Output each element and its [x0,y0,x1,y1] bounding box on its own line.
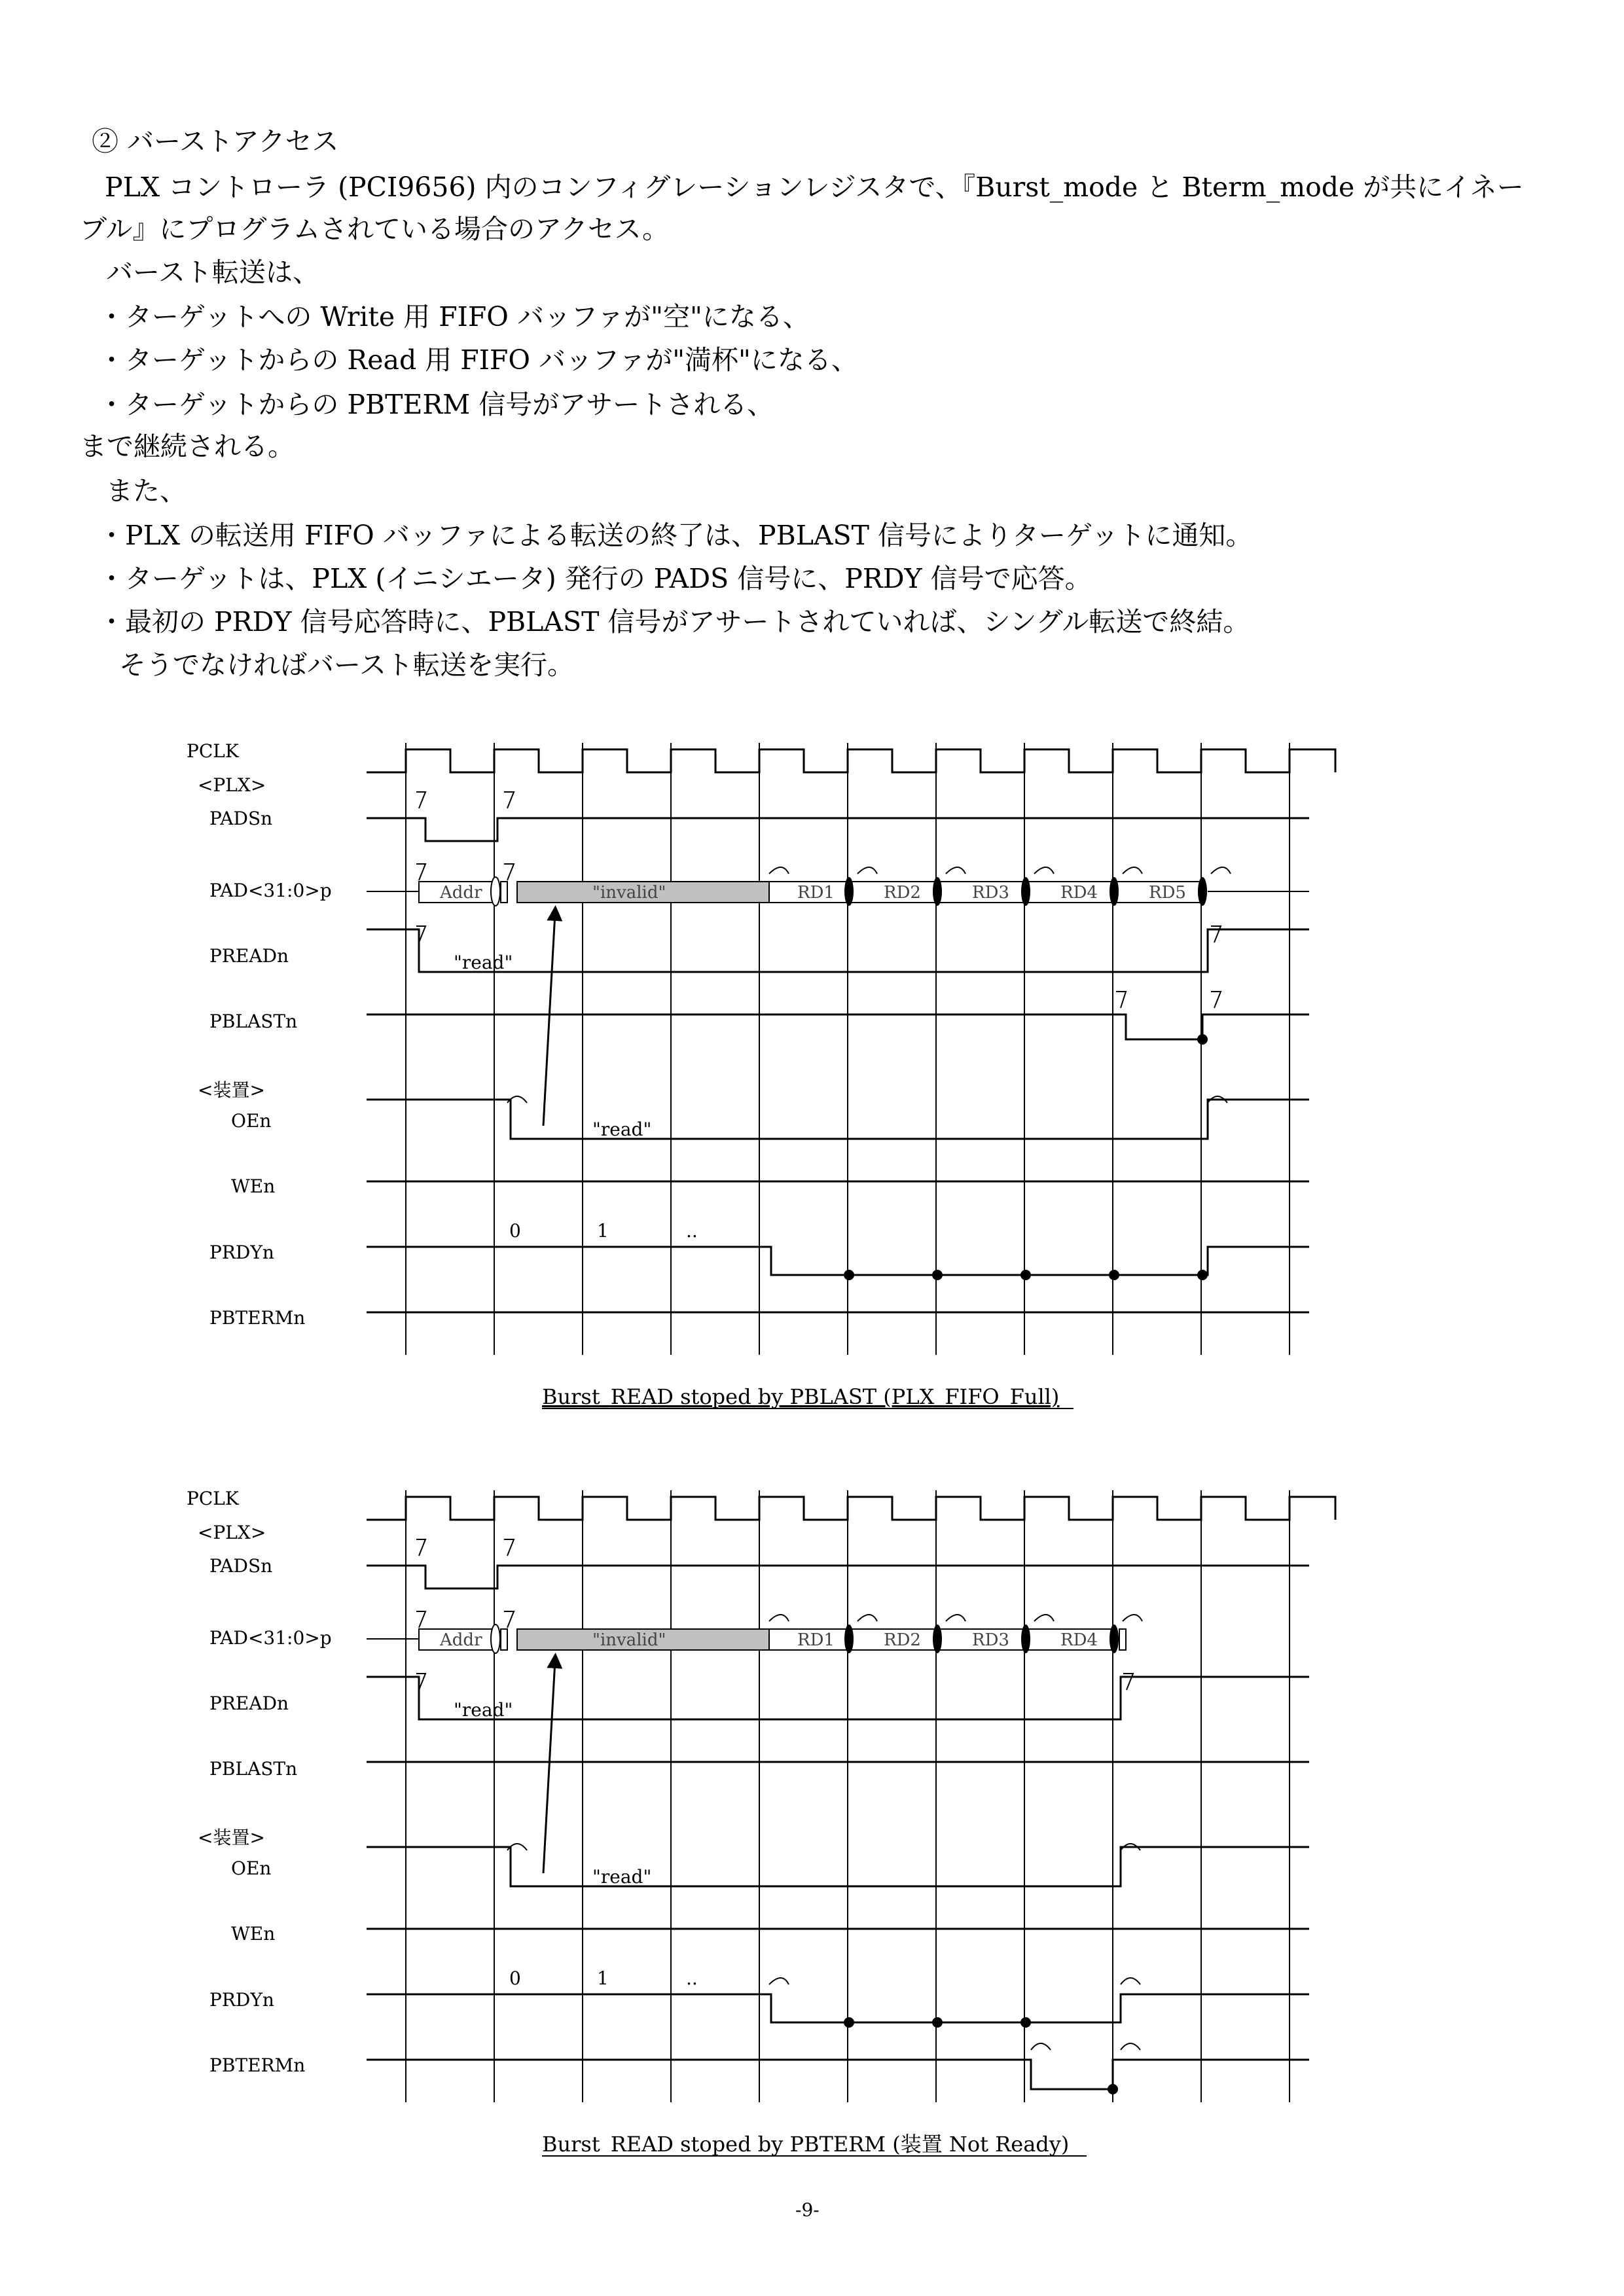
clock-grid [406,743,1290,1355]
intro-line-1: PLX コントローラ (PCI9656) 内のコンフィグレーションレジスタで、『Burst_mode と Bterm_mode が共にイネー [105,171,1524,203]
counter-1: 1 [597,1967,609,1989]
signal-label-prdy: PRDYn [209,1989,274,2011]
bus-rd1: RD1 [797,883,835,903]
condition-2: ・ターゲットからの Read 用 FIFO バッファが"満杯"になる、 [98,344,858,376]
signal-label-we: WEn [231,1175,276,1197]
oe-waveform [367,1100,1309,1139]
bus-invalid: "invalid" [592,883,666,903]
bus-rd5: RD5 [1149,883,1186,903]
pread-read-label: "read" [454,1699,513,1721]
pads-waveform [367,818,1309,841]
condition-1: ・ターゲットへの Write 用 FIFO バッファが"空"になる、 [98,301,810,332]
counter-2: .. [686,1967,698,1989]
pblast-waveform [367,1014,1309,1039]
signal-group-device: <装置> [198,1827,265,1848]
signal-label-pblast: PBLASTn [209,1758,298,1780]
signal-label-pread: PREADn [209,945,289,967]
prdy-waveform [367,1994,1309,2022]
signal-label-pad: PAD<31:0>p [209,1627,332,1649]
counter-0: 0 [509,1220,521,1242]
condition-3: ・ターゲットからの PBTERM 信号がアサートされる、 [98,389,774,420]
pad-bus [367,1611,1142,1653]
signal-label-pblast: PBLASTn [209,1011,298,1032]
intro-line-2: ブル』にプログラムされている場合のアクセス。 [80,213,669,245]
also-text: また、 [106,475,187,507]
bus-rd2: RD2 [884,1630,921,1650]
bus-rd4: RD4 [1060,883,1098,903]
signal-label-oe: OEn [231,1857,272,1879]
burst-intro: バースト転送は、 [106,257,319,288]
signal-label-pads: PADSn [209,1555,273,1577]
signal-label-pad: PAD<31:0>p [209,880,332,901]
note-3: ・最初の PRDY 信号応答時に、PBLAST 信号がアサートされていれば、シングル転送で終結。 [98,606,1250,637]
diagram-caption-1: Burst_READ stoped by PBLAST (PLX_FIFO_Full) [542,1384,1060,1409]
signal-label-oe: OEn [231,1110,272,1132]
bus-addr: Addr [440,883,482,903]
pclk-waveform [367,1497,1335,1520]
signal-label-pads: PADSn [209,808,273,829]
timing-diagram-2 [0,1474,1624,2246]
oe-read-label: "read" [592,1866,652,1888]
note-4: そうでなければバースト転送を実行。 [119,649,574,681]
pbterm-waveform [367,2060,1309,2089]
oe-read-label: "read" [592,1119,652,1140]
signal-label-prdy: PRDYn [209,1242,274,1263]
signal-label-pbterm: PBTERMn [209,2054,306,2076]
continues-text: まで継続される。 [80,431,295,462]
prdy-waveform [367,1247,1309,1275]
oe-to-bus-arrow [543,913,555,1126]
signal-label-we: WEn [231,1923,276,1945]
bus-rd3: RD3 [972,883,1009,903]
page-number: -9- [795,2199,820,2221]
bus-rd2: RD2 [884,883,921,903]
bus-rd1: RD1 [797,1630,835,1650]
oe-to-bus-arrow [543,1660,555,1873]
note-2: ・ターゲットは、PLX (イニシエータ) 発行の PADS 信号に、PRDY 信号で応答。 [98,563,1092,594]
signal-label-pread: PREADn [209,1693,289,1714]
diagram-caption-2: Burst_READ stoped by PBTERM (装置 Not Ready) [542,2132,1070,2157]
counter-2: .. [686,1220,698,1242]
signal-group-device: <装置> [198,1079,265,1101]
section-heading: ② バーストアクセス [92,126,339,157]
signal-label-pbterm: PBTERMn [209,1307,306,1329]
pread-read-label: "read" [454,952,513,973]
pclk-waveform [367,749,1335,772]
signal-group-plx: <PLX> [198,1522,266,1543]
bus-rd4: RD4 [1060,1630,1098,1650]
note-1: ・PLX の転送用 FIFO バッファによる転送の終了は、PBLAST 信号によりターゲットに通知。 [98,520,1253,551]
counter-0: 0 [509,1967,521,1989]
bus-rd3: RD3 [972,1630,1009,1650]
pads-waveform [367,1566,1309,1588]
signal-label-pclk: PCLK [187,740,239,762]
clock-grid [406,1490,1290,2102]
bus-addr: Addr [440,1630,482,1650]
timing-diagram-1 [0,726,1624,1499]
signal-label-pclk: PCLK [187,1488,239,1509]
counter-1: 1 [597,1220,609,1242]
bus-invalid: "invalid" [592,1630,666,1650]
signal-group-plx: <PLX> [198,774,266,796]
oe-waveform [367,1847,1309,1886]
